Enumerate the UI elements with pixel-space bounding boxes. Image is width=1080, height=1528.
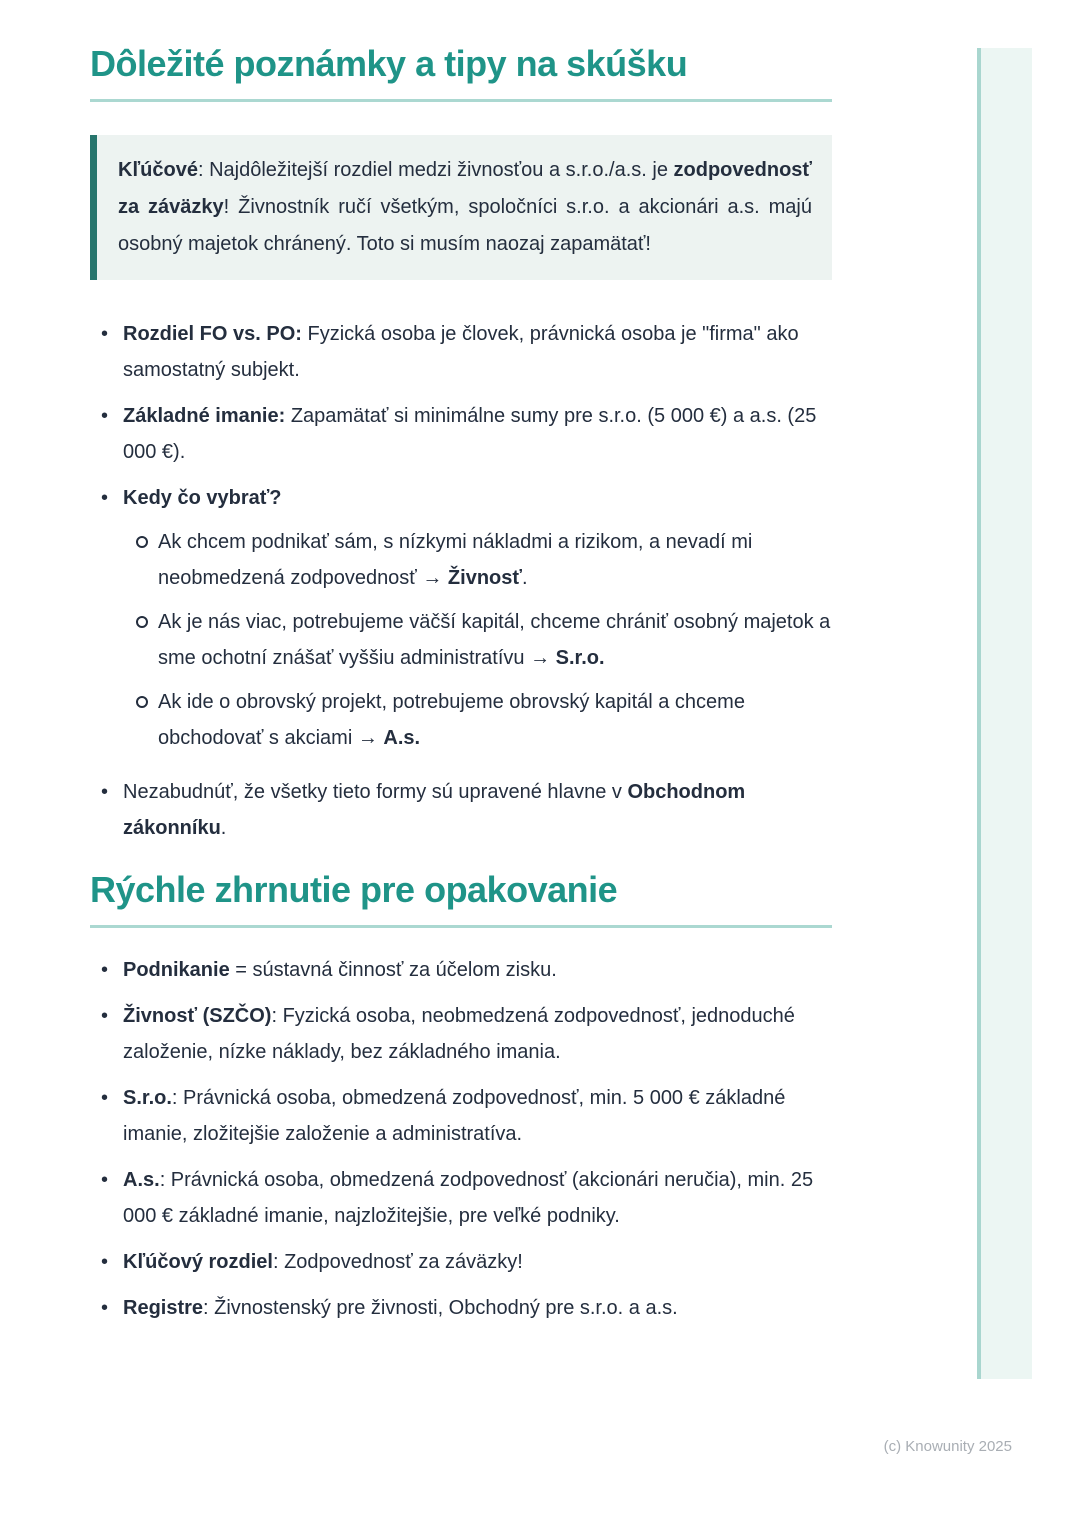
list-item-text xyxy=(123,398,832,470)
list-item-text xyxy=(123,1162,832,1234)
item-bold: Živnosť (SZČO) xyxy=(123,1005,272,1027)
item-rest: . xyxy=(521,567,528,589)
list-item-text xyxy=(123,952,832,988)
item-bold: Živnosť xyxy=(447,567,522,589)
bullet-dot-icon: • xyxy=(101,323,109,345)
bullet-dot-icon: • xyxy=(101,959,109,981)
choice-sublist xyxy=(123,524,832,756)
list-item-body xyxy=(123,398,832,470)
page-side-strip xyxy=(977,48,1032,1379)
item-bold: A.s. xyxy=(383,727,421,749)
item-pre: Ak ide o obrovský projekt, potrebujeme obrovský kapitál a chceme obchodovať s akciami → xyxy=(158,691,745,749)
list-item-text xyxy=(123,1080,832,1152)
list-item xyxy=(90,952,832,988)
sublist-item-text xyxy=(158,524,832,596)
bullet-ring-cell xyxy=(123,524,158,548)
sublist-item-text xyxy=(158,684,832,756)
list-item-body xyxy=(123,316,832,388)
bullet-dot-icon: • xyxy=(101,781,109,803)
bullet-dot-icon: • xyxy=(101,1297,109,1319)
bullet-circle-icon xyxy=(136,536,148,548)
item-rest: Fyzická osoba je človek, právnická osoba je "firma" ako samostatný subjekt. xyxy=(123,323,799,381)
sublist-item-text xyxy=(158,604,832,676)
bullet-dot-icon: • xyxy=(101,405,109,427)
footer-copyright: (c) Knowunity 2025 xyxy=(883,1438,1012,1455)
bullet-circle-icon xyxy=(136,696,148,708)
list-item-body xyxy=(123,774,832,846)
document-page xyxy=(90,42,832,1336)
section-underline xyxy=(90,99,832,102)
item-rest: : Právnická osoba, obmedzená zodpovednosť, min. 5 000 € základné imanie, zložitejšie založenie a administratíva. xyxy=(123,1087,786,1145)
item-rest: . xyxy=(220,817,227,839)
section-underline xyxy=(90,925,832,928)
list-item xyxy=(90,1162,832,1234)
item-rest: : Zodpovednosť za záväzky! xyxy=(272,1251,523,1273)
summary-list xyxy=(90,952,832,1326)
item-rest: : Fyzická osoba, neobmedzená zodpovednosť, jednoduché založenie, nízke náklady, bez základného imania. xyxy=(123,1005,795,1063)
item-rest: : Živnostenský pre živnosti, Obchodný pre s.r.o. a a.s. xyxy=(203,1297,678,1319)
sublist-item-body xyxy=(158,524,832,596)
item-bold: Podnikanie xyxy=(123,959,230,981)
bullet-dot-icon: • xyxy=(101,1251,109,1273)
bullet-dot-icon: • xyxy=(101,1005,109,1027)
callout-bold-key: zodpovednosť za záväzky xyxy=(118,159,812,218)
sublist-item xyxy=(123,604,832,676)
list-item xyxy=(90,480,832,764)
sublist-item xyxy=(123,524,832,596)
item-pre: Ak chcem podnikať sám, s nízkymi nákladmi a rizikom, a nevadí mi neobmedzená zodpovednosť → xyxy=(158,531,753,589)
list-item xyxy=(90,774,832,846)
bullet-ring-cell xyxy=(123,684,158,708)
list-item-text xyxy=(123,316,832,388)
callout-bold-lead: Kľúčové xyxy=(118,159,198,181)
list-item-text xyxy=(123,774,832,846)
item-bold: Základné imanie: xyxy=(123,405,286,427)
callout-text xyxy=(118,152,812,263)
list-item xyxy=(90,316,832,388)
item-bold: A.s. xyxy=(123,1169,160,1191)
item-rest: : Právnická osoba, obmedzená zodpovednosť (akcionári neručia), min. 25 000 € základné imanie, najzložitejšie, pre veľké podniky. xyxy=(123,1169,814,1227)
sublist-item-body xyxy=(158,684,832,756)
list-item-body xyxy=(123,1290,832,1326)
sublist-item xyxy=(123,684,832,756)
item-bold: Kľúčový rozdiel xyxy=(123,1251,273,1273)
bullet-dot-icon: • xyxy=(101,1169,109,1191)
item-bold: Registre xyxy=(123,1297,204,1319)
list-item-text xyxy=(123,480,832,516)
list-item-text xyxy=(123,1244,832,1280)
list-item xyxy=(90,1080,832,1152)
list-item xyxy=(90,998,832,1070)
list-item-body xyxy=(123,952,832,988)
callout-text-2: ! Živnostník ručí všetkým, spoločníci s.r.o. a akcionári a.s. majú osobný majetok chránený. Toto si musím naozaj zapamätať! xyxy=(118,196,812,255)
item-bold: Rozdiel FO vs. PO: xyxy=(123,323,302,345)
bullet-dot-icon: • xyxy=(101,487,109,509)
key-callout xyxy=(90,135,832,280)
item-bold: S.r.o. xyxy=(555,647,605,669)
list-item-text xyxy=(123,1290,832,1326)
list-item-body xyxy=(123,1080,832,1152)
list-item xyxy=(90,1244,832,1280)
item-rest: Zapamätať si minimálne sumy pre s.r.o. (5 000 €) a a.s. (25 000 €). xyxy=(123,405,817,463)
list-item-body xyxy=(123,1244,832,1280)
item-rest: = sústavná činnosť za účelom zisku. xyxy=(229,959,557,981)
bullet-circle-icon xyxy=(136,616,148,628)
item-bold: Kedy čo vybrať? xyxy=(123,487,282,509)
notes-list xyxy=(90,316,832,846)
bullet-dot-icon: • xyxy=(101,1087,109,1109)
sublist-item-body xyxy=(158,604,832,676)
section-title-notes: Dôležité poznámky a tipy na skúšku xyxy=(90,43,688,84)
item-bold: Obchodnom zákonníku xyxy=(123,781,746,839)
list-item-body xyxy=(123,1162,832,1234)
item-bold: S.r.o. xyxy=(123,1087,172,1109)
list-item xyxy=(90,398,832,470)
item-pre: Nezabudnúť, že všetky tieto formy sú upravené hlavne v xyxy=(123,781,628,803)
bullet-ring-cell xyxy=(123,604,158,628)
callout-text-1: : Najdôležitejší rozdiel medzi živnosťou a s.r.o./a.s. je xyxy=(197,159,674,181)
section-title-summary: Rýchle zhrnutie pre opakovanie xyxy=(90,869,618,910)
list-item-body xyxy=(123,998,832,1070)
list-item xyxy=(90,1290,832,1326)
list-item-text xyxy=(123,998,832,1070)
list-item-body xyxy=(123,480,832,764)
item-pre: Ak je nás viac, potrebujeme väčší kapitál, chceme chrániť osobný majetok a sme ochotní znášať vyššiu administratívu → xyxy=(158,611,831,669)
